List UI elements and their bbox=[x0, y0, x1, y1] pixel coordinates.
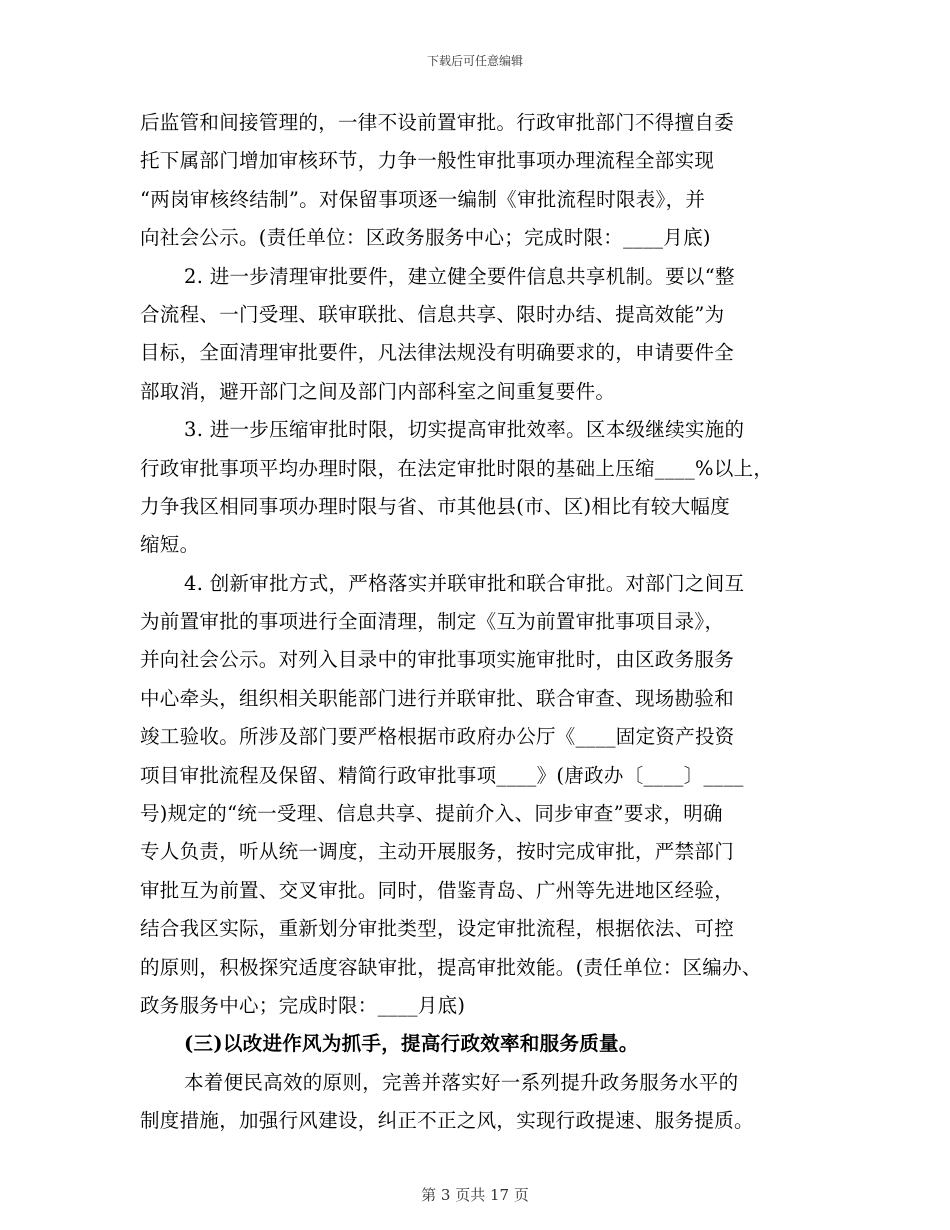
text-line: 行政审批事项平均办理时限，在法定审批时限的基础上压缩____%以上， bbox=[140, 456, 774, 480]
text-line: 审批互为前置、交叉审批。同时，借鉴青岛、广州等先进地区经验， bbox=[140, 878, 735, 902]
text-line: 目标，全面清理审批要件，凡法律法规没有明确要求的，申请要件全 bbox=[140, 341, 735, 365]
text-line: 力争我区相同事项办理时限与省、市其他县(市、区)相比有较大幅度 bbox=[140, 494, 731, 518]
text-line: 并向社会公示。对列入目录中的审批事项实施审批时，由区政务服务 bbox=[140, 648, 735, 672]
text-line: 缩短。 bbox=[140, 533, 200, 557]
paragraph-4-start: 4. 创新审批方式，严格落实并联审批和联合审批。对部门之间互 bbox=[184, 571, 745, 595]
text-line: 合流程、一门受理、联审联批、信息共享、限时办结、提高效能”为 bbox=[140, 302, 725, 326]
text-line: 托下属部门增加审核环节，力争一般性审批事项办理流程全部实现 bbox=[140, 149, 715, 173]
page-header: 下载后可任意编辑 bbox=[426, 54, 523, 68]
text-line: 政务服务中心；完成时限：____月底) bbox=[140, 993, 466, 1017]
text-line: 的原则，积极探究适度容缺审批，提高审批效能。(责任单位：区编办、 bbox=[140, 955, 762, 979]
text-line: 项目审批流程及保留、精简行政审批事项____》(唐政办〔____〕____ bbox=[140, 763, 744, 787]
text-line: 结合我区实际，重新划分审批类型，设定审批流程，根据依法、可控 bbox=[140, 917, 735, 941]
text-line: 后监管和间接管理的，一律不设前置审批。行政审批部门不得擅自委 bbox=[140, 111, 735, 134]
text-line: 中心牵头，组织相关职能部门进行并联审批、联合审查、现场勘验和 bbox=[140, 686, 735, 710]
paragraph-section-start: 本着便民高效的原则，完善并落实好一系列提升政务服务水平的 bbox=[184, 1070, 739, 1094]
page-number: 第 3 页共 17 页 bbox=[421, 1186, 529, 1204]
text-line: 制度措施，加强行风建设，纠正不正之风，实现行政提速、服务提质。 bbox=[140, 1109, 754, 1133]
document-body bbox=[140, 104, 820, 1141]
text-line: 专人负责，听从统一调度，主动开展服务，按时完成审批，严禁部门 bbox=[140, 840, 735, 864]
text-line: 向社会公示。(责任单位：区政务服务中心；完成时限：____月底) bbox=[140, 226, 711, 250]
text-line: 号)规定的“统一受理、信息共享、提前介入、同步审查”要求，明确 bbox=[140, 802, 723, 826]
section-heading: (三)以改进作风为抓手，提高行政效率和服务质量。 bbox=[184, 1032, 639, 1056]
text-line: “两岗审核终结制”。对保留事项逐一编制《审批流程时限表》，并 bbox=[140, 187, 706, 211]
text-line: 竣工验收。所涉及部门要严格根据市政府办公厅《____固定资产投资 bbox=[140, 725, 735, 749]
paragraph-2-start: 2. 进一步清理审批要件，建立健全要件信息共享机制。要以“整 bbox=[184, 264, 735, 288]
paragraph-3-start: 3. 进一步压缩审批时限，切实提高审批效率。区本级继续实施的 bbox=[184, 418, 745, 442]
text-line: 为前置审批的事项进行全面清理，制定《互为前置审批事项目录》， bbox=[140, 610, 725, 634]
text-line: 部取消，避开部门之间及部门内部科室之间重复要件。 bbox=[140, 379, 616, 403]
